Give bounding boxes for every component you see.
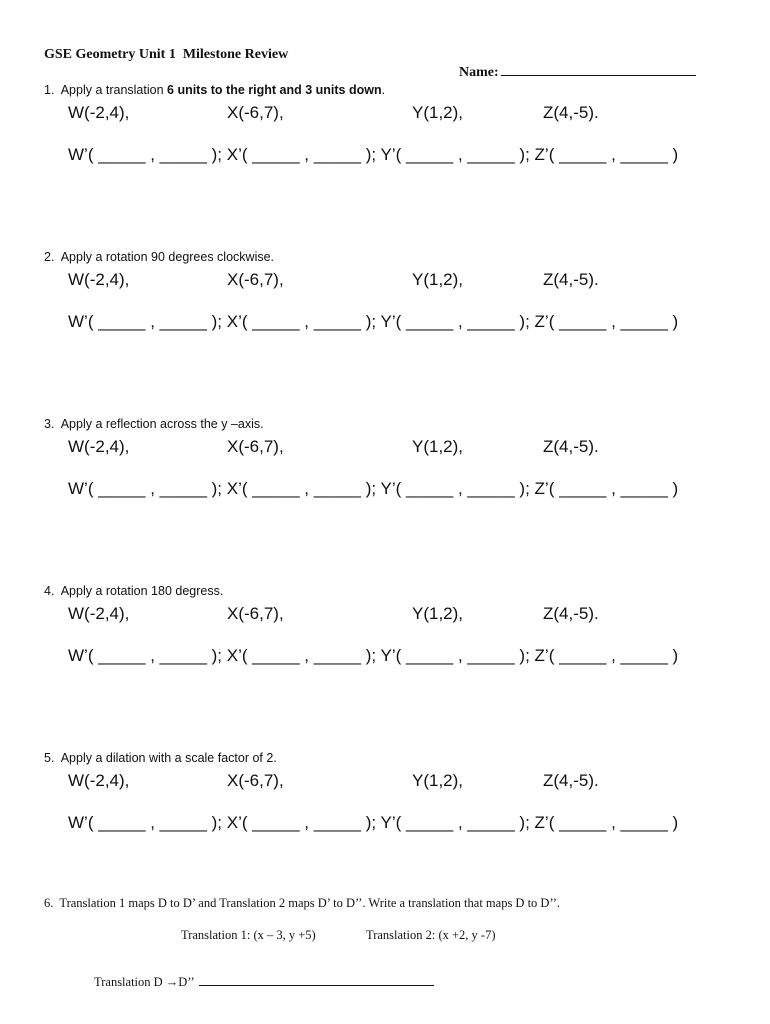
question-3-text [44, 417, 264, 431]
name-label: Name: [459, 65, 499, 80]
name-field[interactable] [452, 47, 696, 81]
point-y-q1: Y(1,2), [412, 103, 464, 122]
question-1-text [44, 83, 385, 97]
translation-2-rule: Translation 2: (x +2, y -7) [366, 928, 496, 942]
composite-translation-answer[interactable] [88, 960, 434, 990]
composite-translation-blank[interactable] [199, 975, 434, 986]
question-instruction: Apply a translation [60, 83, 168, 97]
translation-1-rule: Translation 1: (x – 3, y +5) [181, 928, 316, 942]
question-instruction: Apply a dilation with a scale factor of 2. [60, 751, 277, 765]
point-w-q3: W(-2,4), [68, 437, 130, 456]
point-x-q1: X(-6,7), [227, 103, 284, 122]
question-number: 3. [44, 417, 55, 431]
question-emphasis: 6 units to the right and 3 units down [167, 83, 382, 97]
point-w-q5: W(-2,4), [68, 771, 130, 790]
question-instruction: Apply a rotation 180 degress. [60, 584, 224, 598]
point-z-q1: Z(4,-5). [543, 103, 599, 122]
composite-translation-label: Translation D →D’’ [94, 975, 195, 989]
point-x-q3: X(-6,7), [227, 437, 284, 456]
question-suffix: . [381, 83, 386, 97]
answer-blanks-q4[interactable]: W’( _____ , _____ ); X’( _____ , _____ ); Y’( _____ , _____ ); Z’( _____ , _____ ) [68, 646, 679, 665]
name-blank-line[interactable] [501, 63, 696, 76]
question-instruction: Apply a rotation 90 degrees clockwise. [60, 250, 275, 264]
point-z-q4: Z(4,-5). [543, 604, 599, 623]
point-y-q5: Y(1,2), [412, 771, 464, 790]
answer-blanks-q2[interactable]: W’( _____ , _____ ); X’( _____ , _____ ); Y’( _____ , _____ ); Z’( _____ , _____ ) [68, 312, 679, 331]
answer-blanks-q5[interactable]: W’( _____ , _____ ); X’( _____ , _____ ); Y’( _____ , _____ ); Z’( _____ , _____ ) [68, 813, 679, 832]
answer-blanks-q3[interactable]: W’( _____ , _____ ); X’( _____ , _____ ); Y’( _____ , _____ ); Z’( _____ , _____ ) [68, 479, 679, 498]
point-y-q2: Y(1,2), [412, 270, 464, 289]
point-x-q4: X(-6,7), [227, 604, 284, 623]
question-number: 4. [44, 584, 55, 598]
question-number: 2. [44, 250, 55, 264]
answer-blanks-q1[interactable]: W’( _____ , _____ ); X’( _____ , _____ ); Y’( _____ , _____ ); Z’( _____ , _____ ) [68, 145, 679, 164]
point-w-q4: W(-2,4), [68, 604, 130, 623]
question-number: 5. [44, 751, 55, 765]
point-w-q2: W(-2,4), [68, 270, 130, 289]
question-instruction: Apply a reflection across the y –axis. [60, 417, 264, 431]
question-4-text [44, 584, 223, 598]
question-number: 1. [44, 83, 55, 97]
point-x-q5: X(-6,7), [227, 771, 284, 790]
point-y-q3: Y(1,2), [412, 437, 464, 456]
worksheet-title: GSE Geometry Unit 1 Milestone Review [44, 47, 289, 62]
question-2-text [44, 250, 274, 264]
question-6-text: 6. Translation 1 maps D to D’ and Translation 2 maps D’ to D’’. Write a translation that maps D to D’’. [44, 896, 560, 910]
point-w-q1: W(-2,4), [68, 103, 130, 122]
point-x-q2: X(-6,7), [227, 270, 284, 289]
point-z-q3: Z(4,-5). [543, 437, 599, 456]
question-5-text [44, 751, 277, 765]
point-z-q5: Z(4,-5). [543, 771, 599, 790]
point-z-q2: Z(4,-5). [543, 270, 599, 289]
point-y-q4: Y(1,2), [412, 604, 464, 623]
